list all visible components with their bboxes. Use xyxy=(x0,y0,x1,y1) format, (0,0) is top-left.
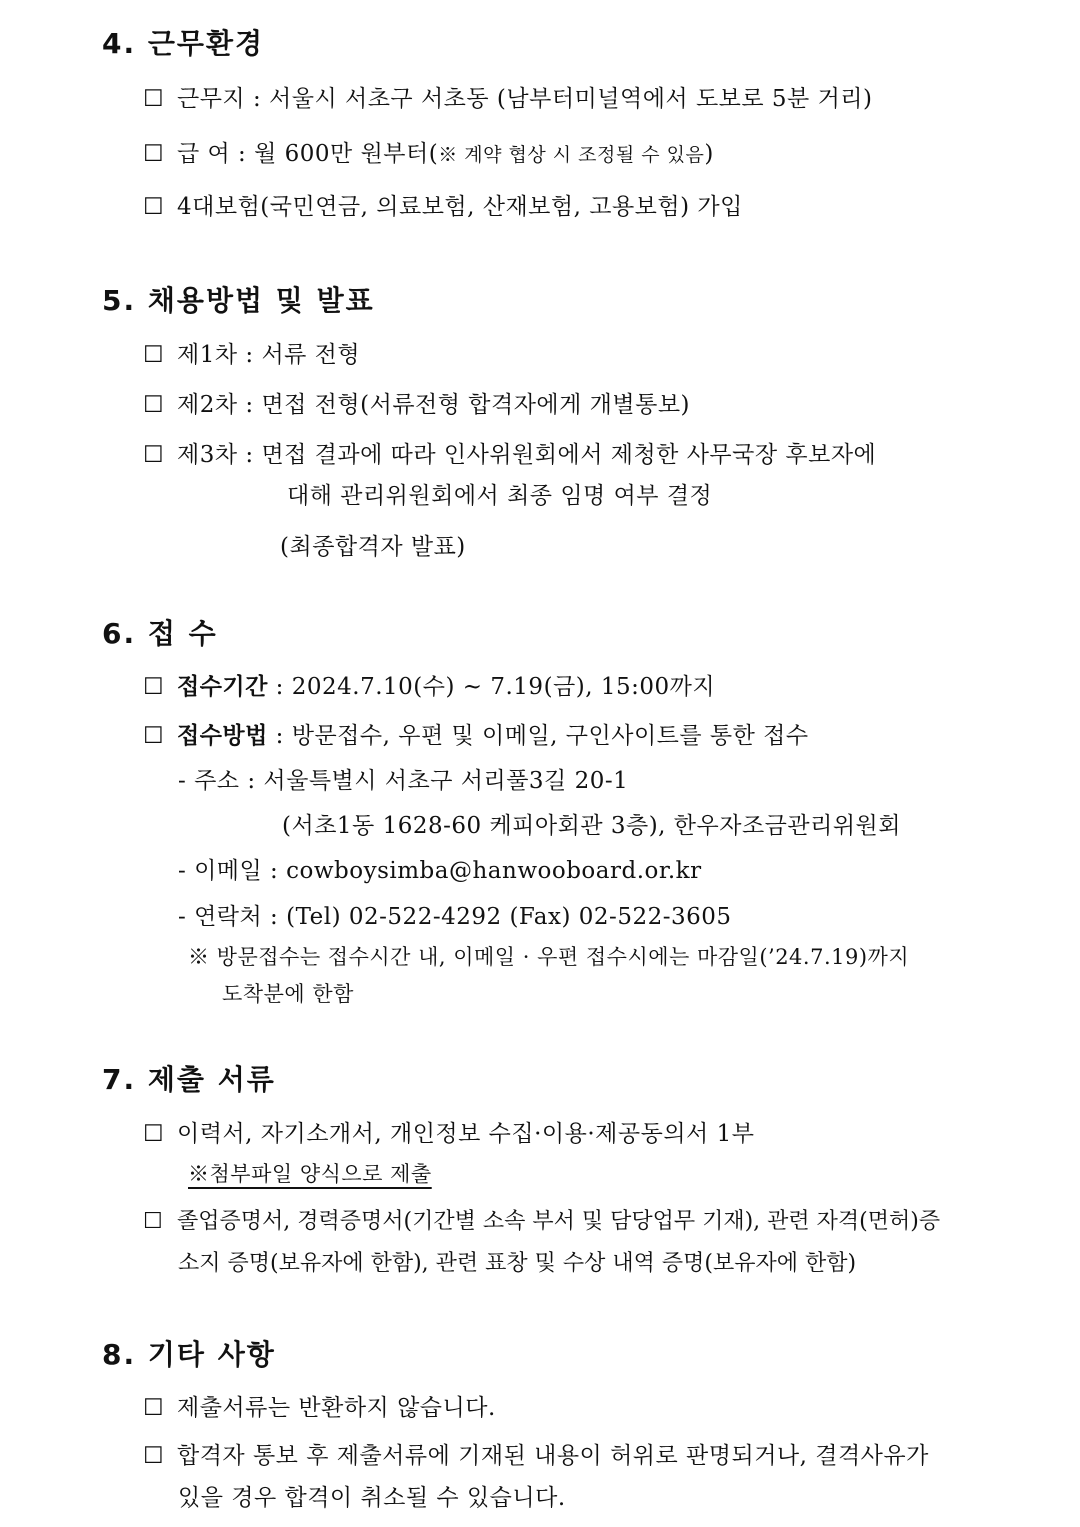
s8-line-2: ☐ 합격자 통보 후 제출서류에 기재된 내용이 허위로 판명되거나, 결격사유가 xyxy=(143,1443,929,1469)
checkbox-icon: ☐ xyxy=(143,1121,165,1147)
s4-line-insurance: ☐ 4대보험(국민연금, 의료보험, 산재보험, 고용보험) 가입 xyxy=(143,194,743,220)
checkbox-icon: ☐ xyxy=(143,392,165,418)
s7-attachment-note: ※첨부파일 양식으로 제출 xyxy=(188,1162,432,1186)
s5-line-3-cont: 대해 관리위원회에서 최종 임명 여부 결정 xyxy=(287,483,713,509)
s4-line-salary: ☐ 급 여 : 월 600만 원부터(※ 계약 협상 시 조정될 수 있음) xyxy=(143,141,714,167)
section-4-title: 4. 근무환경 xyxy=(102,27,265,60)
method-label: 접수방법 xyxy=(177,723,268,749)
section-6-title: 6. 접 수 xyxy=(102,617,218,650)
checkbox-icon: ☐ xyxy=(143,674,165,700)
s6-contact: - 연락처 : (Tel) 02-522-4292 (Fax) 02-522-3605 xyxy=(178,904,732,930)
checkbox-icon: ☐ xyxy=(143,1443,165,1469)
section-8-title: 8. 기타 사항 xyxy=(102,1338,276,1371)
s6-period: ☐ 접수기간 : 2024.7.10(수) ~ 7.19(금), 15:00까지 xyxy=(143,674,716,700)
checkbox-icon: ☐ xyxy=(143,141,165,167)
s5-line-3: ☐ 제3차 : 면접 결과에 따라 인사위원회에서 제청한 사무국장 후보자에 xyxy=(143,442,877,468)
s5-line-1: ☐ 제1차 : 서류 전형 xyxy=(143,342,361,368)
s6-address: - 주소 : 서울특별시 서초구 서리풀3길 20-1 xyxy=(178,768,629,794)
s5-line-2: ☐ 제2차 : 면접 전형(서류전형 합격자에게 개별통보) xyxy=(143,392,691,418)
section-5-title: 5. 채용방법 및 발표 xyxy=(102,284,375,317)
s8-line-1: ☐ 제출서류는 반환하지 않습니다. xyxy=(143,1395,496,1421)
period-label: 접수기간 xyxy=(177,674,268,700)
s7-line-2-cont: 소지 증명(보유자에 한함), 관련 표창 및 수상 내역 증명(보유자에 한함) xyxy=(178,1251,857,1276)
salary-note: ※ 계약 협상 시 조정될 수 있음 xyxy=(438,144,705,166)
s6-address-cont: (서초1동 1628-60 케피아회관 3층), 한우자조금관리위원회 xyxy=(282,813,901,839)
s8-line-2-cont: 있을 경우 합격이 취소될 수 있습니다. xyxy=(178,1485,566,1511)
section-7-title: 7. 제출 서류 xyxy=(102,1063,276,1096)
s6-note: ※ 방문접수는 접수시간 내, 이메일 · 우편 접수시에는 마감일(’24.7.19)까지 xyxy=(188,945,910,969)
s6-note-cont: 도착분에 한함 xyxy=(222,982,354,1006)
checkbox-icon: ☐ xyxy=(143,723,165,749)
s6-method: ☐ 접수방법 : 방문접수, 우편 및 이메일, 구인사이트를 통한 접수 xyxy=(143,723,809,749)
s5-line-final: (최종합격자 발표) xyxy=(280,534,466,560)
checkbox-icon: ☐ xyxy=(143,1209,163,1234)
s4-line-workplace: ☐ 근무지 : 서울시 서초구 서초동 (남부터미널역에서 도보로 5분 거리) xyxy=(143,86,873,112)
s6-email: - 이메일 : cowboysimba@hanwooboard.or.kr xyxy=(178,858,702,884)
checkbox-icon: ☐ xyxy=(143,86,165,112)
s7-line-1: ☐ 이력서, 자기소개서, 개인정보 수집·이용·제공동의서 1부 xyxy=(143,1121,755,1147)
checkbox-icon: ☐ xyxy=(143,194,165,220)
s7-line-2: ☐ 졸업증명서, 경력증명서(기간별 소속 부서 및 담당업무 기재), 관련 자격(면허)증 xyxy=(143,1209,941,1234)
checkbox-icon: ☐ xyxy=(143,1395,165,1421)
checkbox-icon: ☐ xyxy=(143,442,165,468)
checkbox-icon: ☐ xyxy=(143,342,165,368)
